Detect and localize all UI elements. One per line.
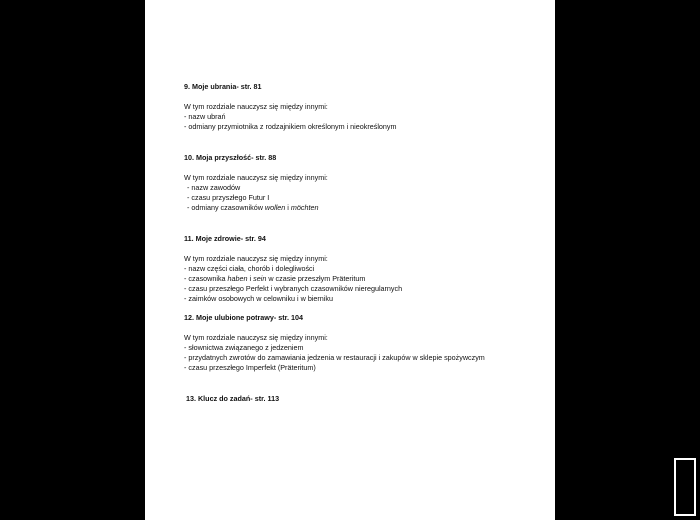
- list-item: - nazw ubrań: [184, 112, 226, 121]
- document-page: [145, 0, 555, 520]
- list-item: - słownictwa związanego z jedzeniem: [184, 343, 304, 352]
- list-item: - czasu przeszłego Imperfekt (Präteritum): [184, 363, 316, 372]
- list-item-text: - czasownika: [184, 274, 228, 283]
- scroll-thumb[interactable]: [674, 458, 696, 516]
- chapter-13: [186, 394, 546, 404]
- chapter-12: [184, 313, 544, 373]
- chapter-9-intro: W tym rozdziale nauczysz się między innymi:: [184, 102, 328, 111]
- list-item: - czasu przeszłego Perfekt i wybranych czasowników nieregularnych: [184, 284, 403, 293]
- verb-sein: sein: [253, 274, 267, 283]
- list-item-text: - odmiany czasowników: [187, 203, 265, 212]
- chapter-12-intro: W tym rozdziale nauczysz się między innymi:: [184, 333, 328, 342]
- list-item: - zaimków osobowych w celowniku i w bierniku: [184, 294, 333, 303]
- list-item: - nazw części ciała, chorób i dolegliwości: [184, 264, 315, 273]
- list-item-text: w czasie przeszłym Präteritum: [266, 274, 366, 283]
- chapter-12-topics: [184, 343, 544, 373]
- chapter-9-heading: 9. Moje ubrania- str. 81: [184, 82, 262, 91]
- chapter-10: [184, 153, 544, 213]
- verb-moechten: möchten: [290, 203, 319, 212]
- list-item: [184, 203, 544, 213]
- list-item: - czasu przyszłego Futur I: [187, 193, 270, 202]
- chapter-10-topics: [184, 183, 544, 213]
- list-item-text: i: [285, 203, 291, 212]
- chapter-10-heading: 10. Moja przyszłość- str. 88: [184, 153, 277, 162]
- chapter-11-topics: [184, 264, 544, 304]
- chapter-11: [184, 234, 544, 304]
- chapter-9-topics: [184, 112, 544, 132]
- list-item: - przydatnych zwrotów do zamawiania jedzenia w restauracji i zakupów w sklepie spożywczym: [184, 353, 485, 362]
- list-item: - nazw zawodów: [187, 183, 241, 192]
- verb-wollen: wollen: [264, 203, 286, 212]
- chapter-13-heading: 13. Klucz do zadań- str. 113: [186, 394, 280, 403]
- chapter-11-intro: W tym rozdziale nauczysz się między innymi:: [184, 254, 328, 263]
- verb-haben: haben: [227, 274, 248, 283]
- chapter-9: [184, 82, 544, 132]
- chapter-12-heading: 12. Moje ulubione potrawy- str. 104: [184, 313, 304, 322]
- list-item: - odmiany przymiotnika z rodzajnikiem określonym i nieokreślonym: [184, 122, 397, 131]
- list-item: [184, 274, 544, 284]
- list-item-text: i: [247, 274, 254, 283]
- chapter-10-intro: W tym rozdziale nauczysz się między innymi:: [184, 173, 328, 182]
- chapter-11-heading: 11. Moje zdrowie- str. 94: [184, 234, 266, 243]
